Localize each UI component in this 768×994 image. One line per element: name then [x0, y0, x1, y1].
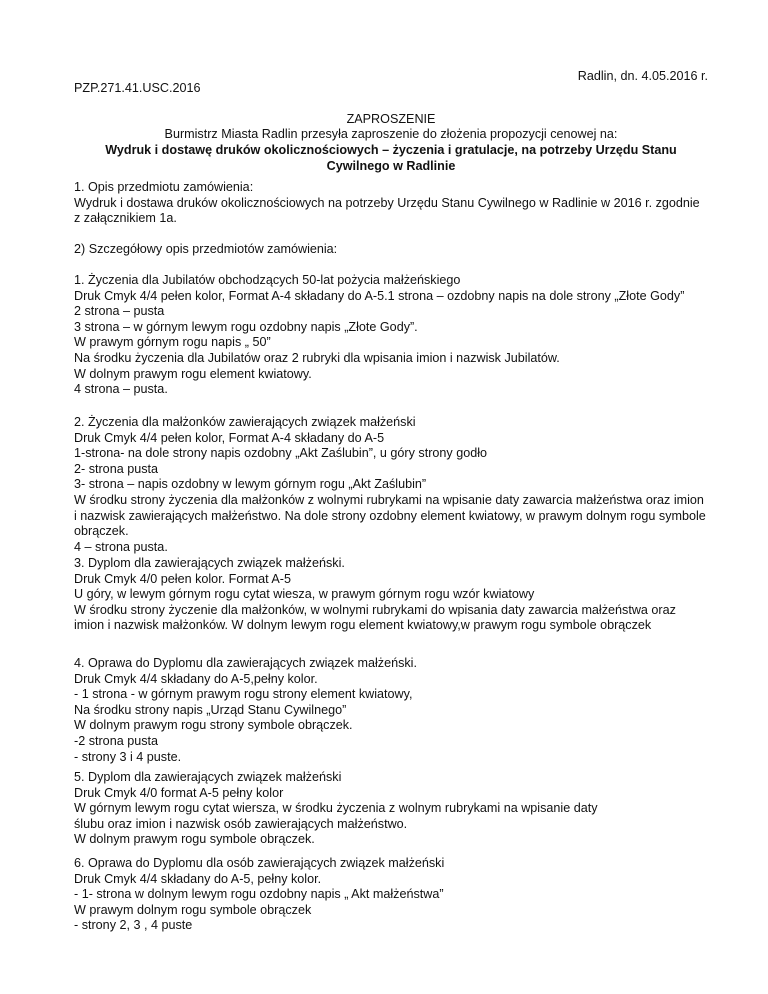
- item-line: Druk Cmyk 4/0 pełen kolor. Format A-5: [74, 571, 291, 586]
- item-line: W górnym lewym rogu cytat wiersza, w środku życzenia z wolnym rubrykami na wpisanie daty: [74, 801, 598, 816]
- section-1: [74, 180, 708, 227]
- item-line: 4 – strona pusta.: [74, 539, 168, 554]
- item-line: -2 strona pusta: [74, 733, 159, 748]
- item-2: [74, 415, 708, 555]
- item-line: 4 strona – pusta.: [74, 382, 168, 397]
- section-1-text: Wydruk i dostawa druków okolicznościowych na potrzeby Urzędu Stanu Cywilnego w Radlinie w 2016 r. zgodnie z załącznikiem 1a.: [74, 195, 700, 226]
- section-2-heading: 2) Szczegółowy opis przedmiotów zamówienia:: [74, 242, 338, 256]
- item-line: - 1- strona w dolnym lewym rogu ozdobny napis „ Akt małżeństwa”: [74, 887, 444, 902]
- item-line: Druk Cmyk 4/0 format A-5 pełny kolor: [74, 785, 284, 800]
- item-line: Na środku życzenia dla Jubilatów oraz 2 rubryki dla wpisania imion i nazwisk Jubilatów.: [74, 350, 560, 365]
- item-line: U góry, w lewym górnym rogu cytat wiesza, w prawym górnym rogu wzór kwiatowy: [74, 587, 535, 602]
- item-line: W prawym dolnym rogu symbole obrączek: [74, 902, 312, 917]
- item-1: [74, 273, 708, 398]
- intro-text: Burmistrz Miasta Radlin przesyła zaproszenie do złożenia propozycji cenowej na:: [164, 127, 618, 141]
- item-line: 1-strona- na dole strony napis ozdobny „Akt Zaślubin”, u góry strony godło: [74, 446, 488, 461]
- item-line: Na środku strony napis „Urząd Stanu Cywilnego”: [74, 702, 347, 717]
- item-line: W środku strony życzenia dla małżonków z wolnymi rubrykami na wpisanie daty zawarcia małżeństwa oraz imion i nazwisk zawierających małżeństwo. Na dole strony ozdobny element kwiatowy, w prawym dolnym rogu symbole obrączek.: [74, 492, 706, 539]
- document-date: Radlin, dn. 4.05.2016 r.: [577, 69, 708, 83]
- item-line: 4. Oprawa do Dyplomu dla zawierających związek małżeński.: [74, 656, 417, 670]
- item-line: 6. Oprawa do Dyplomu dla osób zawierających związek małżeński: [74, 856, 445, 870]
- item-5: [74, 770, 708, 848]
- item-line: W dolnym prawym rogu symbole obrączek.: [74, 832, 315, 847]
- document-title: ZAPROSZENIE: [346, 112, 436, 126]
- item-line: 1. Życzenia dla Jubilatów obchodzących 50-lat pożycia małżeńskiego: [74, 273, 461, 287]
- item-line: Druk Cmyk 4/4 składany do A-5, pełny kolor.: [74, 871, 322, 886]
- item-line: 3- strona – napis ozdobny w lewym górnym rogu „Akt Zaślubin”: [74, 477, 427, 492]
- item-line: Druk Cmyk 4/4 składany do A-5,pełny kolor.: [74, 671, 318, 686]
- reference-number: PZP.271.41.USC.2016: [74, 81, 201, 95]
- item-4: [74, 656, 708, 765]
- item-line: W dolnym prawym rogu strony symbole obrączek.: [74, 718, 353, 733]
- item-line: 2. Życzenia dla małżonków zawierających związek małżeński: [74, 415, 416, 429]
- item-line: - 1 strona - w górnym prawym rogu strony element kwiatowy,: [74, 687, 413, 702]
- item-line: 5. Dyplom dla zawierających związek małżeński: [74, 770, 342, 784]
- item-line: W dolnym prawym rogu element kwiatowy.: [74, 366, 312, 381]
- item-line: 2 strona – pusta: [74, 304, 165, 319]
- item-line: ślubu oraz imion i nazwisk osób zawierających małżeństwo.: [74, 816, 408, 831]
- item-line: - strony 2, 3 , 4 puste: [74, 918, 193, 933]
- item-line: W środku strony życzenie dla małżonków, w wolnymi rubrykami do wpisania daty zawarcia małżeństwa oraz imion i nazwisk małżonków. W dolnym lewym rogu element kwiatowy,w prawym rogu symbole obrączek: [74, 602, 676, 633]
- item-line: 2- strona pusta: [74, 461, 159, 476]
- section-1-heading: 1. Opis przedmiotu zamówienia:: [74, 180, 254, 194]
- subject-text: Wydruk i dostawę druków okolicznościowych – życzenia i gratulacje, na potrzeby Urzędu Stanu Cywilnego w Radlinie: [105, 143, 677, 173]
- item-line: Druk Cmyk 4/4 pełen kolor, Format A-4 składany do A-5.1 strona – ozdobny napis na dole strony „Złote Gody”: [74, 288, 685, 303]
- item-line: Druk Cmyk 4/4 pełen kolor, Format A-4 składany do A-5: [74, 430, 385, 445]
- item-line: - strony 3 i 4 puste.: [74, 749, 182, 764]
- item-3: [74, 556, 708, 634]
- item-line: 3. Dyplom dla zawierających związek małżeński.: [74, 556, 345, 570]
- item-line: W prawym górnym rogu napis „ 50”: [74, 335, 271, 350]
- item-line: 3 strona – w górnym lewym rogu ozdobny napis „Złote Gody”.: [74, 319, 418, 334]
- item-6: [74, 856, 708, 934]
